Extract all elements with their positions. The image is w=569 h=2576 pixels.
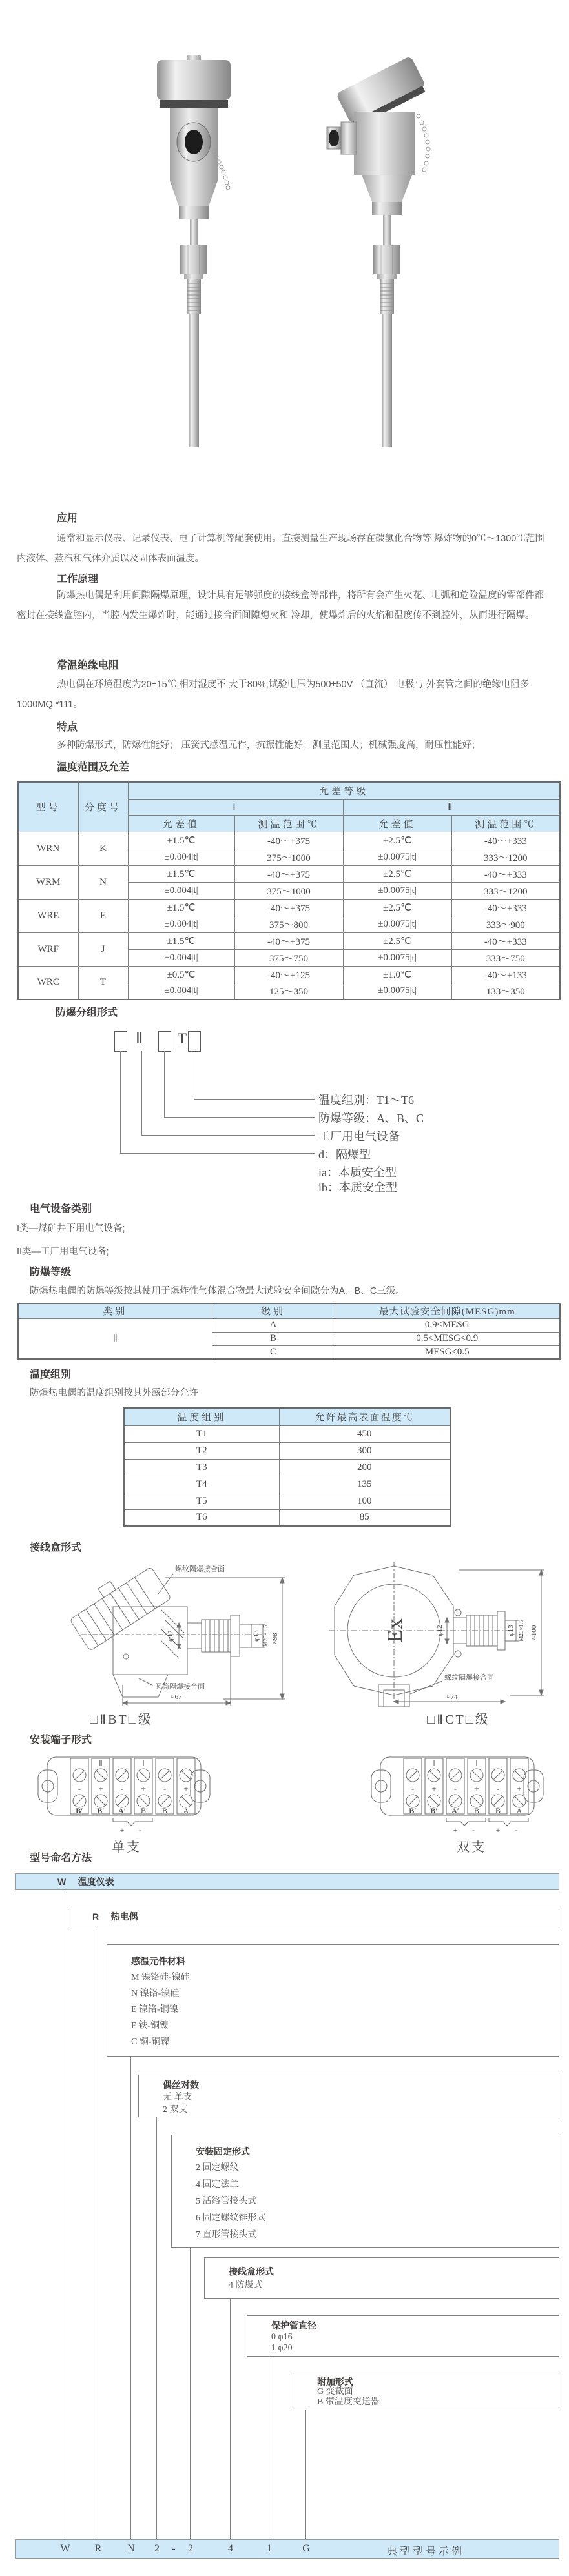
naming-box-mount (171, 2135, 559, 2248)
features-paragraph: 多种防爆形式，防爆性能好； 压簧式感温元件，抗振性能好；测量范围大；机械强度高，耐压性能好； (57, 740, 481, 750)
table-cell: 333～1200 (451, 849, 560, 865)
category-class-i: I类—煤矿井下用电气设备; (17, 1223, 125, 1234)
table-cell: T1 (124, 1425, 279, 1442)
terminal-sign: + (431, 1784, 437, 1793)
box-title: 感温元件材料 (131, 1956, 185, 1966)
table-cell: B (212, 1332, 335, 1345)
table-row (124, 1425, 450, 1442)
table-cell: ±0.004|t| (128, 916, 234, 932)
table-cell: 333～1200 (451, 882, 560, 899)
mesg-header-gap: 最大试验安全间隙(MESG)mm (335, 1303, 560, 1318)
table-row (124, 1493, 450, 1509)
caption-double: 双支 (457, 1840, 486, 1855)
terminal-sign: - (120, 1784, 124, 1793)
explosion-proof-code-diagram (0, 1029, 569, 1194)
table-cell: 375～1000 (234, 882, 343, 899)
box-title: 安装固定形式 (196, 2146, 250, 2157)
terminal-block-single (37, 1751, 211, 1835)
mesg-header-category: 类别 (18, 1303, 212, 1318)
tolerance-table (17, 781, 561, 1000)
table-cell: ±2.5℃ (343, 932, 451, 949)
table-row (18, 966, 560, 983)
table-cell: ±1.0℃ (343, 966, 451, 983)
table-row (124, 1509, 450, 1526)
box-title: 偶丝对数 (163, 2080, 199, 2090)
thermocouple-photo-straight (145, 55, 242, 448)
section-title-principle: 工作原理 (57, 574, 99, 585)
box-item: B 带温度变送器 (317, 2397, 380, 2407)
table-cell: 100 (279, 1493, 450, 1509)
col-header-range: 测温范围℃ (451, 815, 560, 832)
label-intrinsic-safe-ia: ia：本质安全型 (318, 1166, 397, 1179)
code-letter: 2 (154, 2543, 160, 2554)
terminal-sign: - (163, 1784, 167, 1793)
cell-graduation: J (78, 932, 128, 966)
cell-graduation: E (78, 899, 128, 932)
terminal-label: B (161, 1806, 168, 1815)
junction-box-drawing-angled (36, 1558, 294, 1707)
table-cell: -40～+133 (451, 966, 560, 983)
col-header-range: 测温范围℃ (234, 815, 343, 832)
table-cell: ±0.004|t| (128, 882, 234, 899)
table-cell: ±1.5℃ (128, 865, 234, 882)
terminal-sign: + (141, 1784, 146, 1793)
label-flameproof-type: d：隔爆型 (318, 1148, 371, 1161)
temp-group-table (123, 1407, 451, 1527)
table-cell: 300 (279, 1442, 450, 1459)
table-cell: ±0.5℃ (128, 966, 234, 983)
bracket-plus: + (119, 1826, 125, 1835)
grade-caption-iibt: □ⅡBT□级 (90, 1713, 153, 1727)
naming-code-r: R (92, 1911, 99, 1922)
col-header-value: 允差值 (128, 815, 234, 832)
insulation-paragraph: 热电偶在环境温度为20±15℃,相对湿度不 大于80%,试验电压为500±50V （直流） 电极与 外套管之间的绝缘电阻多1000MQ *111。 (17, 679, 530, 710)
box-title: 接线盒形式 (229, 2266, 274, 2277)
table-cell: T2 (124, 1442, 279, 1459)
section-title-grade: 防爆等级 (30, 1267, 72, 1278)
mesg-header-grade: 级别 (212, 1303, 335, 1318)
table-cell: ±2.5℃ (343, 899, 451, 916)
terminal-label: B′ (97, 1806, 105, 1815)
col-header-value: 允差值 (343, 815, 451, 832)
naming-code-w: W (57, 1877, 67, 1887)
chain (417, 114, 430, 172)
naming-root-bar (15, 1873, 559, 1890)
table-row (124, 1442, 450, 1459)
table-cell: -40～+375 (234, 932, 343, 949)
terminal-roman-i: Ⅰ (475, 1760, 478, 1767)
table-cell: T5 (124, 1493, 279, 1509)
example-code-bar (15, 2539, 559, 2559)
box-item: N 镍铬-镍硅 (131, 1989, 180, 1998)
section-title-features: 特点 (57, 722, 78, 733)
cell-model: WRF (18, 932, 78, 966)
cell-model: WRC (18, 966, 78, 1000)
table-cell: -40～+125 (234, 966, 343, 983)
code-letter-t: T (178, 1031, 187, 1047)
mesg-table (17, 1303, 561, 1360)
code-letter: 2 (188, 2543, 193, 2554)
box-item: 0 φ16 (271, 2332, 293, 2342)
mesg-category: Ⅱ (18, 1318, 212, 1359)
table-cell: 85 (279, 1509, 450, 1526)
table-cell: -40～+375 (234, 865, 343, 882)
table-cell: C (212, 1345, 335, 1359)
example-caption: 典型型号示例 (387, 2546, 465, 2557)
bracket-minus: - (515, 1826, 517, 1835)
table-cell: MESG≤0.5 (335, 1345, 560, 1359)
col-header-model: 型号 (18, 782, 78, 832)
table-cell: 0.5<MESG<0.9 (335, 1332, 560, 1345)
code-roman-ii: Ⅱ (136, 1031, 143, 1047)
code-letter: 1 (267, 2543, 272, 2554)
table-cell: ±0.0075|t| (343, 882, 451, 899)
label-cylinder-joint: 圆筒隔爆接合面 (155, 1683, 205, 1691)
table-cell: -40～+333 (451, 899, 560, 916)
terminal-roman-i: Ⅰ (142, 1760, 145, 1767)
table-row (18, 832, 560, 849)
terminal-label: B′ (76, 1806, 83, 1815)
section-title-naming: 型号命名方法 (30, 1853, 92, 1864)
box-title: 附加形式 (317, 2377, 353, 2387)
table-cell: 125～350 (234, 983, 343, 1000)
table-cell: ±1.5℃ (128, 832, 234, 849)
code-box-3 (188, 1031, 201, 1052)
dim-phi13: φ13 (253, 1630, 260, 1642)
code-box-1 (114, 1031, 127, 1052)
box-item: 1 φ20 (271, 2343, 293, 2353)
box-item: 5 活络管接头式 (196, 2197, 257, 2206)
table-cell: ±2.5℃ (343, 832, 451, 849)
naming-box-material (107, 1944, 559, 2057)
box-item: G 变截面 (317, 2387, 353, 2397)
table-cell: ±0.0075|t| (343, 983, 451, 1000)
label-factory-equipment: 工厂用电气设备 (318, 1130, 400, 1143)
cell-graduation: N (78, 865, 128, 899)
terminal-label: B′ (430, 1806, 438, 1815)
label-thread-joint: 螺纹隔爆接合面 (175, 1565, 225, 1573)
label-thread-joint: 螺纹隔爆接合面 (444, 1674, 494, 1682)
dim-height-100: ≈100 (530, 1625, 538, 1640)
section-title-terminal: 安装端子形式 (30, 1735, 92, 1746)
tempgroup-intro: 防爆热电偶的温度组别按其外露部分允许 (30, 1388, 198, 1398)
table-cell: -40～+375 (234, 832, 343, 849)
terminal-sign: - (78, 1784, 81, 1793)
section-title-insulation: 常温绝缘电阻 (57, 660, 119, 671)
section-title-application: 应用 (57, 513, 78, 524)
naming-box-jbox (204, 2257, 559, 2299)
table-cell: 375～800 (234, 916, 343, 932)
terminal-block-double (370, 1751, 544, 1835)
dim-width-67: ≈67 (171, 1693, 182, 1701)
table-row (18, 1318, 560, 1332)
table-cell: ±0.0075|t| (343, 916, 451, 932)
terminal-label: A (516, 1806, 522, 1815)
table-cell: 375～750 (234, 949, 343, 966)
code-letter: - (172, 2543, 176, 2554)
table-cell: -40～+333 (451, 932, 560, 949)
box-item: 7 直形管接头式 (196, 2230, 257, 2240)
section-title-junction: 接线盒形式 (30, 1542, 82, 1553)
terminal-sign: + (517, 1784, 522, 1793)
table-cell: ±2.5℃ (343, 865, 451, 882)
principle-paragraph: 防爆热电偶是利用间隙隔爆原理，设计具有足够强度的接线盒等部件，将所有会产生火花、电弧和危险温度的零部件都密封在接线盒腔内，当腔内发生爆炸时，能通过接合面间隙熄火和 冷却，使爆炸后的火焰和温度传不到腔外，从而进行隔爆。 (17, 590, 544, 621)
box-item: M 镍铬硅-镍硅 (131, 1973, 190, 1982)
terminal-sign: - (496, 1784, 500, 1793)
label-temperature-group: 温度组别：T1～T6 (318, 1094, 414, 1107)
col-header-graduation: 分度号 (78, 782, 128, 832)
grade-intro: 防爆热电偶的防爆等级按其使用于爆炸性气体混合物最大试验安全间隙分为A、B、C三级。 (30, 1286, 405, 1296)
table-row (18, 932, 560, 949)
box-item: E 镍铬-铜镍 (131, 2005, 178, 2015)
col-header-class-ii: Ⅱ (343, 799, 560, 815)
box-item: C 铜-铜镍 (131, 2037, 170, 2047)
box-title: 保护管直径 (271, 2320, 316, 2331)
cell-model: WRM (18, 865, 78, 899)
cell-graduation: T (78, 966, 128, 1000)
section-title-tempgroup: 温度组别 (30, 1369, 72, 1380)
dim-phi12: φ12 (167, 1630, 174, 1642)
table-cell: ±0.0075|t| (343, 849, 451, 865)
terminal-sign: - (411, 1784, 415, 1793)
code-letter: N (127, 2543, 135, 2554)
table-cell: A (212, 1318, 335, 1332)
dim-phi12: φ12 (436, 1625, 444, 1636)
section-title-grouping: 防爆分组形式 (56, 1007, 118, 1018)
terminal-sign: - (453, 1784, 457, 1793)
table-cell: ±1.5℃ (128, 899, 234, 916)
terminal-label: B (473, 1806, 480, 1815)
terminal-label: A′ (118, 1806, 127, 1815)
table-cell: -40～+333 (451, 832, 560, 849)
table-row (18, 865, 560, 882)
table-row (124, 1459, 450, 1476)
table-cell: -40～+333 (451, 865, 560, 882)
section-title-category: 电气设备类别 (30, 1203, 92, 1214)
dim-width-74: ≈74 (446, 1693, 458, 1701)
table-cell: ±1.5℃ (128, 932, 234, 949)
bracket-minus: - (472, 1826, 475, 1835)
table-cell: T3 (124, 1459, 279, 1476)
category-class-ii: II类—工厂用电气设备; (17, 1247, 109, 1257)
table-cell: 0.9≤MESG (335, 1318, 560, 1332)
naming-box-r (68, 1907, 559, 1926)
col-header-class-i: Ⅰ (128, 799, 343, 815)
table-cell: T4 (124, 1476, 279, 1493)
code-letter: R (94, 2543, 102, 2554)
table-cell: 450 (279, 1425, 450, 1442)
table-cell: 333～750 (451, 949, 560, 966)
caption-single: 单支 (112, 1840, 141, 1855)
terminal-label: B (495, 1806, 501, 1815)
dim-phi13: φ13 (507, 1625, 515, 1636)
box-item: 4 固定法兰 (196, 2180, 239, 2189)
label-intrinsic-safe-ib: ib：本质安全型 (318, 1181, 398, 1194)
junction-box-drawing-round (297, 1558, 555, 1707)
table-cell: ±0.004|t| (128, 949, 234, 966)
thermocouple-photo-angled (316, 55, 439, 448)
code-letter: 4 (228, 2543, 233, 2554)
naming-box-extra (293, 2373, 559, 2410)
box-item: 无 单支 (163, 2093, 192, 2102)
code-box-2 (158, 1031, 171, 1052)
table-cell: ±0.004|t| (128, 983, 234, 1000)
terminal-label: B′ (409, 1806, 417, 1815)
terminal-label: A (183, 1806, 189, 1815)
cell-model: WRE (18, 899, 78, 932)
table-cell: ±0.0075|t| (343, 949, 451, 966)
table-cell: 333～900 (451, 916, 560, 932)
terminal-sign: + (98, 1784, 103, 1793)
code-letter: W (60, 2543, 70, 2554)
grade-caption-iict: □ⅡCT□级 (427, 1713, 490, 1727)
naming-box-pairs (138, 2075, 559, 2117)
temp-header-max: 允许最高表面温度℃ (279, 1408, 450, 1425)
cell-model: WRN (18, 832, 78, 865)
naming-label-w: 温度仪表 (78, 1877, 114, 1887)
dim-m20: M20×1.5 (518, 1620, 524, 1642)
bracket-plus: + (495, 1826, 501, 1835)
col-header-class: 允差等级 (128, 782, 560, 799)
table-cell: 375～1000 (234, 849, 343, 865)
section-title-range: 温度范围及允差 (57, 762, 130, 773)
table-cell: ±0.004|t| (128, 849, 234, 865)
ex-mark: Ex (383, 1618, 407, 1643)
naming-box-diameter (247, 2315, 559, 2357)
label-explosion-grade: 防爆等级：A、B、C (318, 1112, 424, 1125)
cell-graduation: K (78, 832, 128, 865)
bracket-plus: + (453, 1826, 458, 1835)
table-row (18, 899, 560, 916)
bracket-minus: - (139, 1826, 141, 1835)
application-paragraph: 通常和显示仪表、记录仪表、电子计算机等配套使用。直接测量生产现场存在碳氢化合物等 爆炸物的0℃～1300℃范围内液体、蒸汽和气体介质以及固体表面温度。 (17, 534, 544, 564)
dim-height-98: ≈98 (271, 1633, 279, 1644)
terminal-roman-ii: Ⅱ (99, 1760, 103, 1767)
table-cell: T6 (124, 1509, 279, 1526)
box-item: 2 固定螺纹 (196, 2163, 239, 2173)
dim-m20: M20×1.5 (262, 1625, 269, 1647)
code-letter: G (302, 2543, 310, 2554)
temp-header-group: 温度组别 (124, 1408, 279, 1425)
terminal-sign: + (474, 1784, 479, 1793)
box-item: 2 双支 (163, 2105, 188, 2115)
table-row (124, 1476, 450, 1493)
box-item: F 铁-铜镍 (131, 2021, 169, 2031)
box-item: 4 防爆式 (229, 2280, 263, 2290)
terminal-sign: + (183, 1784, 189, 1793)
table-cell: 135 (279, 1476, 450, 1493)
naming-label-r: 热电偶 (110, 1911, 138, 1922)
terminal-label: A′ (451, 1806, 460, 1815)
table-cell: 200 (279, 1459, 450, 1476)
box-item: 6 固定螺纹锥形式 (196, 2213, 266, 2223)
table-cell: -40～+375 (234, 899, 343, 916)
terminal-label: B (140, 1806, 147, 1815)
table-cell: 133～350 (451, 983, 560, 1000)
terminal-roman-ii: Ⅱ (432, 1760, 436, 1767)
